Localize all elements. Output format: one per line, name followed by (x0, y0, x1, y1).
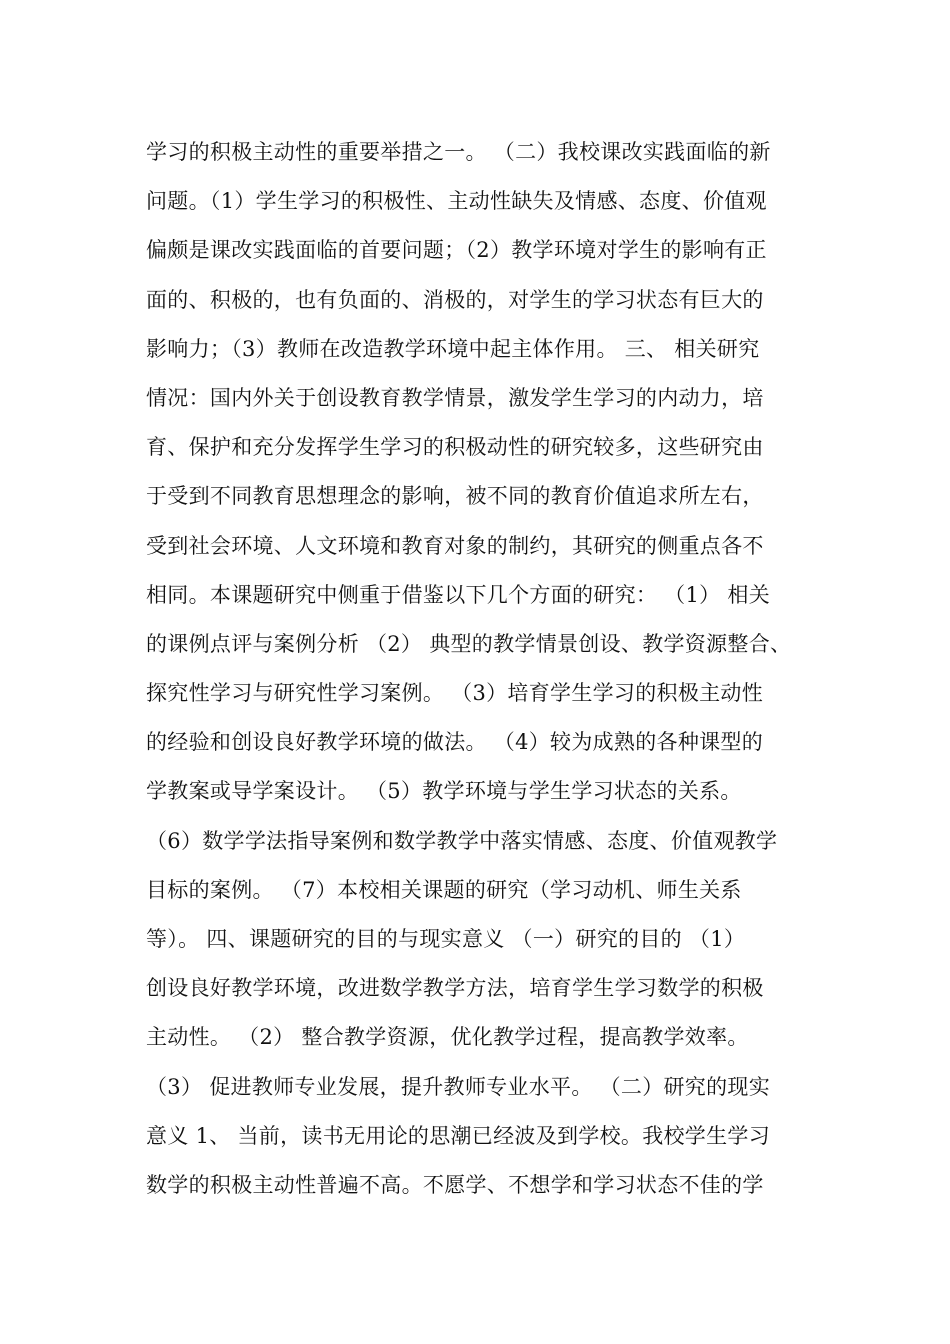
text-line: 受到社会环境、人文环境和教育对象的制约，其研究的侧重点各不 (146, 533, 764, 558)
text-line: 面的、积极的，也有负面的、消极的，对学生的学习状态有巨大的 (146, 287, 764, 312)
text-line: 问题。（1）学生学习的积极性、主动性缺失及情感、态度、价值观 (146, 189, 767, 214)
text-line: 学教案或导学案设计。 （5）教学环境与学生学习状态的关系。 (146, 779, 742, 804)
body-text (146, 132, 826, 1214)
text-line: 意义 1、 当前，读书无用论的思潮已经波及到学校。我校学生学习 (146, 1123, 771, 1148)
text-line: 偏颇是课改实践面临的首要问题；（2）教学环境对学生的影响有正 (146, 238, 767, 263)
text-line: 学习的积极主动性的重要举措之一。 （二）我校课改实践面临的新 (146, 140, 771, 164)
text-line: （3） 促进教师专业发展，提升教师专业水平。 （二）研究的现实 (146, 1074, 771, 1099)
text-line: 的课例点评与案例分析 （2） 典型的教学情景创设、教学资源整合、 (146, 631, 792, 656)
text-line: 等）。 四、课题研究的目的与现实意义 （一）研究的目的 （1） (146, 927, 746, 951)
text-line: 情况：国内外关于创设教育教学情景，激发学生学习的内动力，培 (146, 385, 764, 410)
text-line: 数学的积极主动性普遍不高。不愿学、不想学和学习状态不佳的学 (146, 1172, 764, 1197)
text-line: 探究性学习与研究性学习案例。 （3）培育学生学习的积极主动性 (146, 681, 764, 706)
text-line: 目标的案例。 （7）本校相关课题的研究（学习动机、师生关系 (146, 877, 742, 902)
text-line: 主动性。 （2） 整合教学资源，优化教学过程，提高教学效率。 (146, 1025, 749, 1050)
text-line: 创设良好教学环境，改进数学教学方法，培育学生学习数学的积极 (146, 976, 764, 1001)
text-line: 相同。本课题研究中侧重于借鉴以下几个方面的研究： （1） 相关 (146, 582, 771, 607)
text-line: （6）数学学法指导案例和数学教学中落实情感、态度、价值观教学 (146, 828, 778, 853)
text-line: 于受到不同教育思想理念的影响，被不同的教育价值追求所左右， (146, 484, 764, 509)
text-line: 影响力；（3）教师在改造教学环境中起主体作用。 三、 相关研究 (146, 336, 760, 361)
text-line: 的经验和创设良好教学环境的做法。 （4）较为成熟的各种课型的 (146, 730, 764, 755)
text-line: 育、保护和充分发挥学生学习的积极动性的研究较多，这些研究由 (146, 435, 764, 460)
